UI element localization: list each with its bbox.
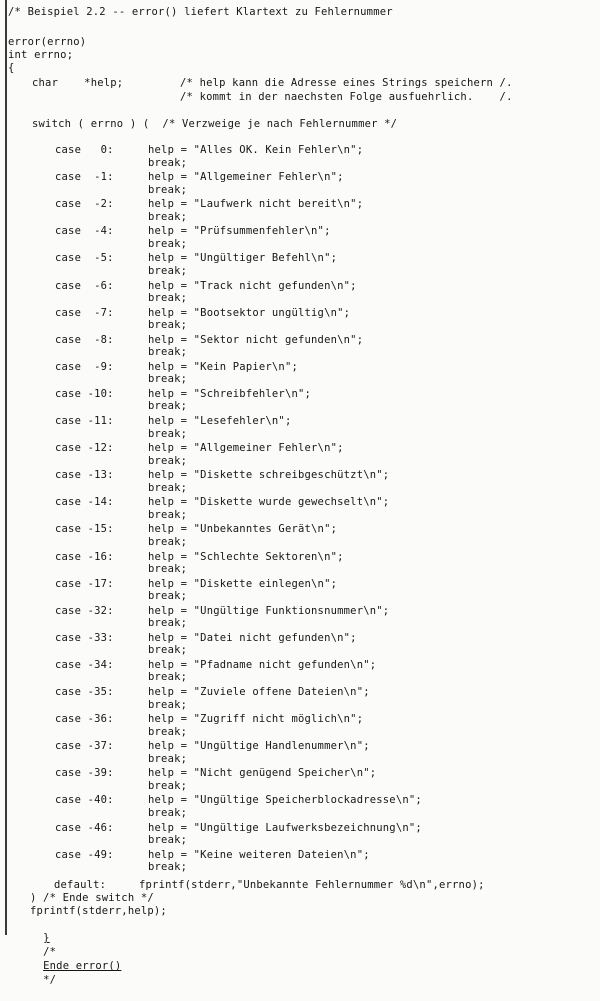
case-break: break; bbox=[148, 752, 188, 765]
case-assignment: help = "Zugriff nicht möglich\n"; bbox=[148, 713, 364, 726]
function-open-brace: { bbox=[8, 62, 15, 74]
case-break: break; bbox=[148, 183, 188, 196]
case-assignment: help = "Sektor nicht gefunden\n"; bbox=[148, 333, 364, 346]
case-assignment: help = "Allgemeiner Fehler\n"; bbox=[148, 442, 344, 455]
case-break: break; bbox=[148, 454, 188, 467]
case-label: case -4: bbox=[55, 225, 114, 238]
case-break: break; bbox=[148, 210, 188, 223]
case-break: break; bbox=[148, 156, 188, 169]
case-label: case -5: bbox=[55, 252, 114, 265]
case-break: break; bbox=[148, 264, 188, 277]
case-assignment: help = "Ungültige Laufwerksbezeichnung\n"; bbox=[148, 821, 422, 834]
char-comment-line-1: /* help kann die Adresse eines Strings speichern /. bbox=[180, 77, 513, 89]
case-break: break; bbox=[148, 319, 188, 332]
case-assignment: help = "Prüfsummenfehler\n"; bbox=[148, 225, 331, 238]
case-break: break; bbox=[148, 535, 188, 548]
fprintf-help: fprintf(stderr,help); bbox=[30, 905, 167, 917]
function-signature: error(errno) bbox=[8, 36, 87, 48]
case-label: case -1: bbox=[55, 171, 114, 184]
end-comment-open: /* bbox=[43, 946, 57, 958]
case-assignment: help = "Laufwerk nicht bereit\n"; bbox=[148, 198, 364, 211]
case-assignment: help = "Nicht genügend Speicher\n"; bbox=[148, 767, 377, 780]
case-assignment: help = "Zuviele offene Dateien\n"; bbox=[148, 686, 370, 698]
closing-brace: } bbox=[43, 932, 50, 944]
case-break: break; bbox=[148, 563, 188, 575]
case-assignment: help = "Unbekanntes Gerät\n"; bbox=[148, 523, 338, 536]
case-label: case -40: bbox=[55, 794, 114, 807]
case-break: break; bbox=[148, 373, 188, 386]
case-break: break; bbox=[148, 400, 188, 413]
case-break: break; bbox=[148, 861, 188, 874]
header-comment: /* Beispiel 2.2 -- error() liefert Klartext zu Fehlernummer bbox=[8, 6, 393, 18]
case-break: break; bbox=[148, 806, 188, 819]
case-label: case -15: bbox=[55, 523, 114, 536]
end-switch: ) /* Ende switch */ bbox=[30, 892, 154, 904]
case-label: case -10: bbox=[55, 387, 114, 400]
case-assignment: help = "Schreibfehler\n"; bbox=[148, 387, 312, 400]
case-label: case -6: bbox=[55, 279, 114, 292]
case-label: case -7: bbox=[55, 306, 114, 319]
case-break: break; bbox=[148, 644, 188, 657]
case-assignment: help = "Allgemeiner Fehler\n"; bbox=[148, 171, 344, 184]
case-break: break; bbox=[148, 671, 188, 684]
end-comment-close: */ bbox=[43, 974, 57, 986]
case-assignment: help = "Track nicht gefunden\n"; bbox=[148, 279, 357, 292]
case-label: case -17: bbox=[55, 577, 114, 590]
case-assignment: help = "Lesefehler\n"; bbox=[148, 415, 292, 427]
case-break: break; bbox=[148, 427, 188, 440]
case-label: case -36: bbox=[55, 713, 114, 726]
case-break: break; bbox=[148, 779, 188, 792]
switch-statement: switch ( errno ) ( /* Verzweige je nach Fehlernummer */ bbox=[32, 118, 398, 130]
case-assignment: help = "Schlechte Sektoren\n"; bbox=[148, 550, 344, 563]
case-label: case -37: bbox=[55, 740, 114, 753]
case-label: case -33: bbox=[55, 631, 114, 644]
char-comment-line-2: /* kommt in der naechsten Folge ausfuehrlich. /. bbox=[180, 91, 513, 103]
case-break: break; bbox=[148, 508, 188, 521]
case-assignment: help = "Pfadname nicht gefunden\n"; bbox=[148, 658, 377, 671]
case-break: break; bbox=[148, 617, 188, 630]
end-comment-text: Ende error() bbox=[43, 960, 122, 972]
case-assignment: help = "Diskette einlegen\n"; bbox=[148, 577, 338, 590]
case-label: case -39: bbox=[55, 767, 114, 780]
case-assignment: help = "Keine weiteren Dateien\n"; bbox=[148, 848, 370, 861]
case-assignment: help = "Diskette schreibgeschützt\n"; bbox=[148, 469, 390, 482]
case-label: case -13: bbox=[55, 469, 114, 482]
case-label: case -16: bbox=[55, 550, 114, 563]
case-label: case -46: bbox=[55, 821, 114, 834]
case-assignment: help = "Ungültiger Befehl\n"; bbox=[148, 252, 338, 265]
case-label: case -12: bbox=[55, 442, 114, 455]
case-label: case -35: bbox=[55, 686, 114, 698]
case-label: case -32: bbox=[55, 604, 114, 617]
end-function-line bbox=[4, 917, 122, 986]
case-break: break; bbox=[148, 590, 188, 603]
char-declaration: char *help; bbox=[32, 77, 124, 89]
case-label: case -49: bbox=[55, 848, 114, 861]
case-break: break; bbox=[148, 698, 188, 711]
case-label: case -8: bbox=[55, 333, 114, 346]
case-break: break; bbox=[148, 481, 188, 494]
case-assignment: help = "Bootsektor ungültig\n"; bbox=[148, 306, 351, 319]
case-label: case -14: bbox=[55, 496, 114, 509]
case-assignment: help = "Ungültige Handlenummer\n"; bbox=[148, 740, 370, 753]
default-statement: fprintf(stderr,"Unbekannte Fehlernummer %d\n",errno); bbox=[139, 879, 485, 891]
case-break: break; bbox=[148, 725, 188, 738]
case-assignment: help = "Diskette wurde gewechselt\n"; bbox=[148, 496, 390, 509]
case-break: break; bbox=[148, 834, 188, 846]
case-assignment: help = "Ungültige Funktionsnummer\n"; bbox=[148, 604, 390, 617]
case-break: break; bbox=[148, 292, 188, 304]
case-label: case 0: bbox=[55, 144, 114, 156]
case-break: break; bbox=[148, 346, 188, 359]
parameter-declaration: int errno; bbox=[8, 49, 74, 61]
case-assignment: help = "Alles OK. Kein Fehler\n"; bbox=[148, 144, 364, 156]
case-assignment: help = "Ungültige Speicherblockadresse\n"; bbox=[148, 794, 422, 807]
case-label: case -9: bbox=[55, 360, 114, 373]
case-break: break; bbox=[148, 237, 188, 250]
case-assignment: help = "Kein Papier\n"; bbox=[148, 360, 298, 373]
case-label: case -2: bbox=[55, 198, 114, 211]
case-label: case -34: bbox=[55, 658, 114, 671]
case-assignment: help = "Datei nicht gefunden\n"; bbox=[148, 631, 357, 644]
case-label: case -11: bbox=[55, 415, 114, 427]
default-label: default: bbox=[54, 879, 107, 891]
